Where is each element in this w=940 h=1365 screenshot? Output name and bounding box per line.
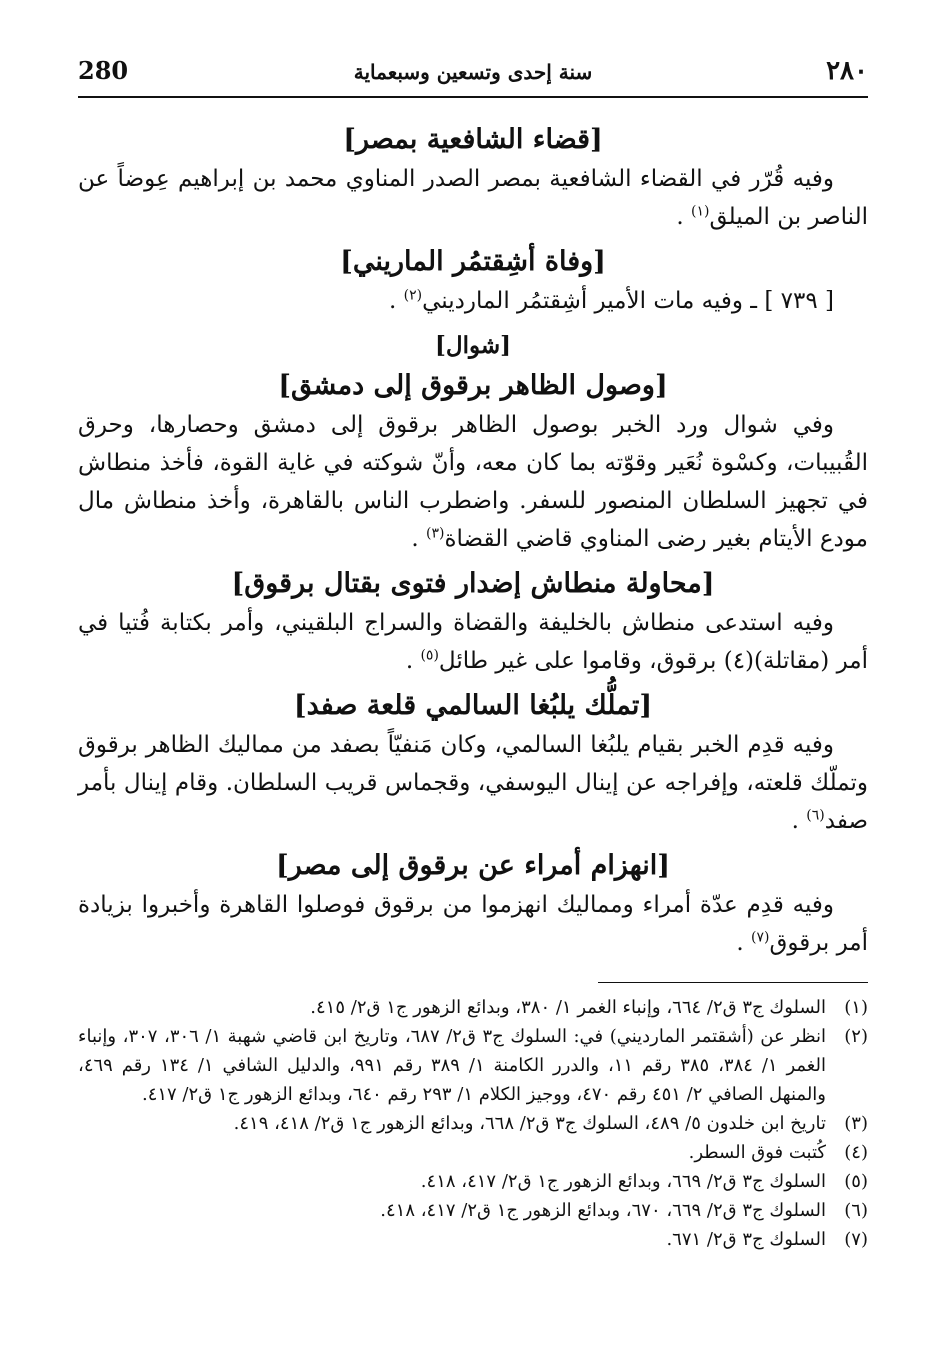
footnote-number: (٤): [844, 1142, 868, 1163]
footnote-ref[interactable]: (٦): [806, 807, 825, 824]
footnote: [78, 1022, 868, 1109]
section-paragraph: وفيه قُرّر في القضاء الشافعية بمصر الصدر المناوي محمد بن إبراهيم عِوضاً عن الناصر بن الميلق$^{(١)}$ .: [78, 166, 868, 230]
footnote-ref[interactable]: (٥): [420, 647, 439, 664]
footnote-text: السلوك ج٣ ق٢/ ٦٧١.: [666, 1229, 826, 1250]
footnote-ref[interactable]: (١): [691, 203, 710, 220]
footnote: [78, 993, 868, 1022]
footnote-number: (٧): [844, 1229, 868, 1250]
section-heading: [محاولة منطاش إضدار فتوى بقتال برقوق]: [231, 568, 715, 599]
footnote-text: كُتبت فوق السطر.: [688, 1142, 826, 1163]
footnote-text: السلوك ج٣ ق٢/ ٦٦٩، وبدائع الزهور ج١ ق٢/ ٤١٧، ٤١٨.: [420, 1171, 826, 1192]
section-heading: [قضاء الشافعية بمصر]: [343, 124, 603, 155]
month-heading: [شوال]: [434, 332, 512, 359]
section-paragraph: وفيه قدِم عدّة أمراء ومماليك انهزموا من برقوق فوصلوا القاهرة وأخبروا بزيادة أمر برقوق$^{(٧)}$ .: [78, 892, 868, 956]
footnote-text: السلوك ج٣ ق٢/ ٦٦٤، وإنباء الغمر ١/ ٣٨٠، وبدائع الزهور ج١ ق٢/ ٤١٥.: [310, 997, 826, 1018]
footnote-text: السلوك ج٣ ق٢/ ٦٦٩، ٦٧٠، وبدائع الزهور ج١ ق٢/ ٤١٧، ٤١٨.: [380, 1200, 826, 1221]
section-heading: [وصول الظاهر برقوق إلى دمشق]: [278, 370, 668, 401]
footnote: [78, 1225, 868, 1254]
footnote: [78, 1138, 868, 1167]
footnote-ref[interactable]: (٢): [403, 287, 423, 304]
footnote: [78, 1109, 868, 1138]
footnote-number: (١): [844, 997, 868, 1018]
section-paragraph: وفيه استدعى منطاش بالخليفة والقضاة والسراج البلقيني، وأمر بكتابة فُتيا في أمر (مقاتلة)(٤) برقوق، وقاموا على غير طائل$^{(٥)}$ .: [78, 610, 868, 674]
page-header: [78, 50, 868, 98]
section-heading: [تملُّك يلبُغا السالمي قلعة صفد]: [293, 690, 653, 721]
footnote-number: (٥): [844, 1171, 868, 1192]
book-page: [78, 50, 868, 1340]
section-paragraph: وفي شوال ورد الخبر بوصول الظاهر برقوق إلى دمشق وحصارها، وحرق القُبيبات، وكسْوة نُعَير وقوّته بما كان معه، وأنّ شوكته في غاية القوة، فأخذ منطاش في تجهيز السلطان المنصور للسفر. واضطرب الناس بالقاهرة، وأخذ منطاش مال مودع الأيتام بغير رضى المناوي قاضي القضاة$^{(٣)}$ .: [78, 412, 868, 552]
footnotes: [78, 993, 868, 1254]
footnote-text: انظر عن (أشقتمر المارديني) في: السلوك ج٣ ق٢/ ٦٨٧، وتاريخ ابن قاضي شهبة ١/ ٣٠٦، ٣٠٧، وإنباء الغمر ١/ ٣٨٤، ٣٨٥ رقم ١١، والدرر الكامنة ١/ ٣٨٩ رقم ٩٩١، والدليل الشافي ١/ ١٣٤ رقم ٤٦٩، والمنهل الصافي ٢/ ٤٥١ رقم ٤٧٠، ووجيز الكلام ١/ ٢٩٣ رقم ٦٤٠، وبدائع الزهور ج١ ق٢/ ٤١٧.: [78, 1026, 826, 1105]
section-paragraph: [ ٧٣٩ ] ـ وفيه مات الأمير أشِقتمُر المارديني$^{(٢)}$ .: [389, 287, 834, 314]
footnote: [78, 1167, 868, 1196]
footnote-separator: [598, 982, 868, 983]
footnote-text: تاريخ ابن خلدون ٥/ ٤٨٩، السلوك ج٣ ق٢/ ٦٦٨، وبدائع الزهور ج١ ق٢/ ٤١٨، ٤١٩.: [233, 1113, 826, 1134]
footnote-number: (٣): [844, 1113, 868, 1134]
section-heading: [انهزام أمراء عن برقوق إلى مصر]: [275, 850, 671, 881]
footnote-number: (٢): [844, 1026, 868, 1047]
footnote-ref[interactable]: (٧): [751, 929, 770, 946]
footnote-ref[interactable]: (٣): [425, 525, 445, 542]
running-title: سنة إحدى وتسعين وسبعماية: [353, 60, 593, 84]
footnote-number: (٦): [844, 1200, 868, 1221]
page-number-arabic: ٢٨٠: [826, 56, 868, 86]
footnote: [78, 1196, 868, 1225]
section-paragraph: وفيه قدِم الخبر بقيام يلبُغا السالمي، وكان مَنفيّاً بصفد من مماليك الظاهر برقوق وتملّك قلعته، وإفراجه عن إينال اليوسفي، وقجماس قريب السلطان. وقام إينال بأمر صفد$^{(٦)}$ .: [78, 732, 868, 834]
page-number-latin: 280: [78, 56, 129, 85]
section-heading: [وفاة أشِقتمُر الماريني]: [340, 246, 606, 277]
